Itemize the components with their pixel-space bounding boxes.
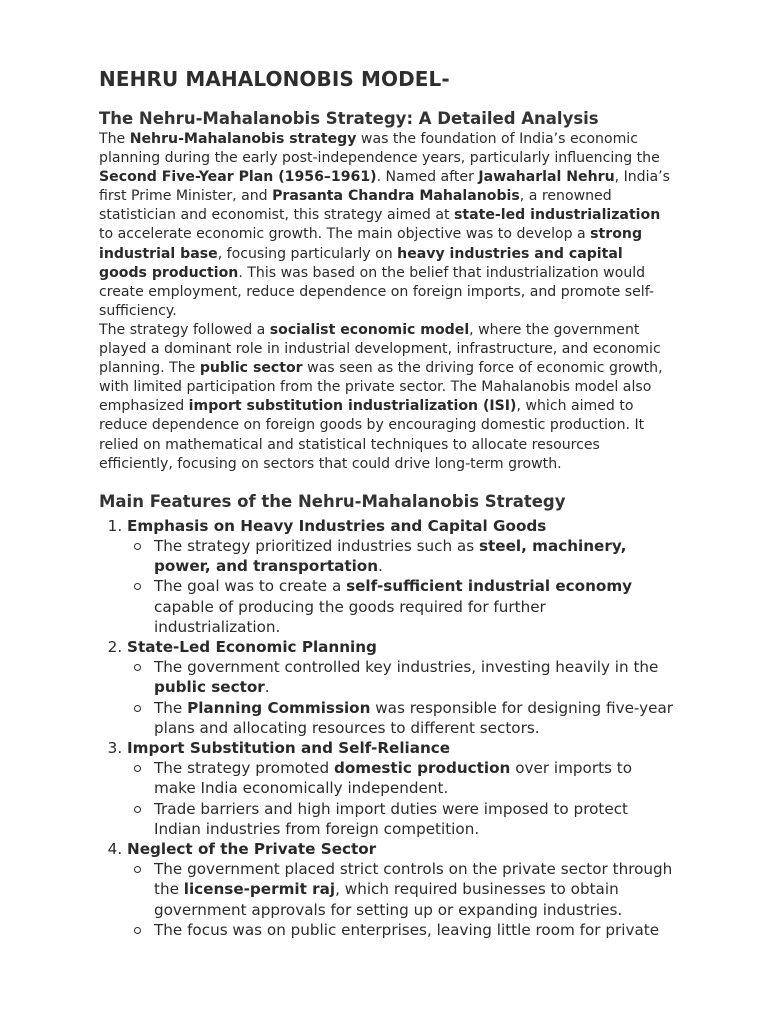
text-run: The strategy followed a (99, 321, 270, 338)
text-run: . Named after (376, 169, 479, 186)
hollow-bullet-icon (134, 705, 141, 712)
feature-item (127, 516, 674, 637)
text-run: The (99, 131, 130, 147)
bold-term: strong industrial base (99, 226, 643, 262)
document-title: NEHRU MAHALONOBIS MODEL- (99, 67, 450, 91)
feature-point: The strategy promoted domestic production over imports to make India economically independent. (154, 758, 674, 798)
feature-item (127, 839, 674, 940)
bold-term: Nehru-Mahalanobis strategy (129, 131, 357, 147)
document-page (99, 66, 674, 940)
text-run: , where the government played a dominant role in industrial development, infrastructure, and economic planning. The (99, 321, 661, 377)
hollow-bullet-icon (134, 664, 141, 671)
hollow-bullet-icon (134, 543, 141, 550)
bold-term: Prasanta Chandra Mahalanobis (272, 188, 520, 205)
text-run: , India’s first Prime Minister, and (99, 169, 670, 205)
feature-sublist (127, 657, 674, 738)
hollow-bullet-icon (134, 927, 141, 934)
text-run: was seen as the driving force of economic growth, with limited participation from the private sector. The Mahalanobis model also emphasized (99, 360, 663, 415)
hollow-bullet-icon (134, 806, 141, 813)
bold-term: public sector (199, 360, 303, 377)
analysis-heading: The Nehru-Mahalanobis Strategy: A Detailed Analysis (99, 109, 599, 128)
text-run: to accelerate economic growth. The main objective was to develop a (99, 226, 591, 243)
feature-point: The government placed strict controls on the private sector through the license-permit raj, which required businesses to obtain government approvals for setting up or expanding industries. (154, 859, 674, 920)
bold-term: Second Five-Year Plan (1956–1961) (99, 169, 377, 186)
feature-point: The goal was to create a self-sufficient industrial economy capable of producing the goods required for further industrialization. (154, 576, 674, 637)
bold-term: Jawaharlal Nehru (478, 169, 615, 186)
hollow-bullet-icon (134, 583, 141, 590)
features-list (99, 516, 674, 940)
bold-term: socialist economic model (269, 321, 470, 338)
text-run: was the foundation of India’s economic planning during the early post-independence years, particularly influencing the (99, 131, 660, 167)
hollow-bullet-icon (134, 765, 141, 772)
feature-point: The strategy prioritized industries such as steel, machinery, power, and transportation. (154, 536, 674, 576)
feature-sublist (127, 758, 674, 839)
features-heading: Main Features of the Nehru-Mahalanobis Strategy (99, 491, 566, 511)
text-run: , which aimed to reduce dependence on foreign goods by encouraging domestic production. It relied on mathematical and statistical techniques to allocate resources efficiently, focusing on sectors that could drive long-term growth. (99, 398, 645, 472)
text-run: . This was based on the belief that industrialization would create employment, reduce dependence on foreign imports, and promote self-sufficiency. (99, 264, 654, 319)
feature-point: Trade barriers and high import duties were imposed to protect Indian industries from foreign competition. (154, 799, 674, 839)
bold-term: state-led industrialization (454, 207, 661, 224)
feature-title: State-Led Economic Planning (127, 637, 377, 656)
strategy-paragraph (99, 321, 674, 474)
feature-title: Neglect of the Private Sector (127, 839, 377, 858)
feature-item (127, 637, 674, 738)
feature-point: The focus was on public enterprises, leaving little room for private (154, 920, 674, 940)
feature-item (127, 738, 674, 839)
intro-paragraph (99, 130, 674, 321)
feature-point: The Planning Commission was responsible for designing five-year plans and allocating resources to different sectors. (154, 698, 674, 738)
bold-term: heavy industries and capital goods production (99, 245, 623, 281)
feature-point: The government controlled key industries, investing heavily in the public sector. (154, 657, 674, 697)
text-run: , a renowned statistician and economist, this strategy aimed at (99, 188, 612, 224)
feature-sublist (127, 536, 674, 637)
text-run: , focusing particularly on (217, 245, 398, 262)
feature-title: Emphasis on Heavy Industries and Capital Goods (127, 516, 547, 535)
feature-sublist (127, 859, 674, 940)
hollow-bullet-icon (134, 866, 141, 873)
bold-term: import substitution industrialization (ISI) (188, 398, 517, 415)
feature-title: Import Substitution and Self-Reliance (127, 738, 451, 757)
